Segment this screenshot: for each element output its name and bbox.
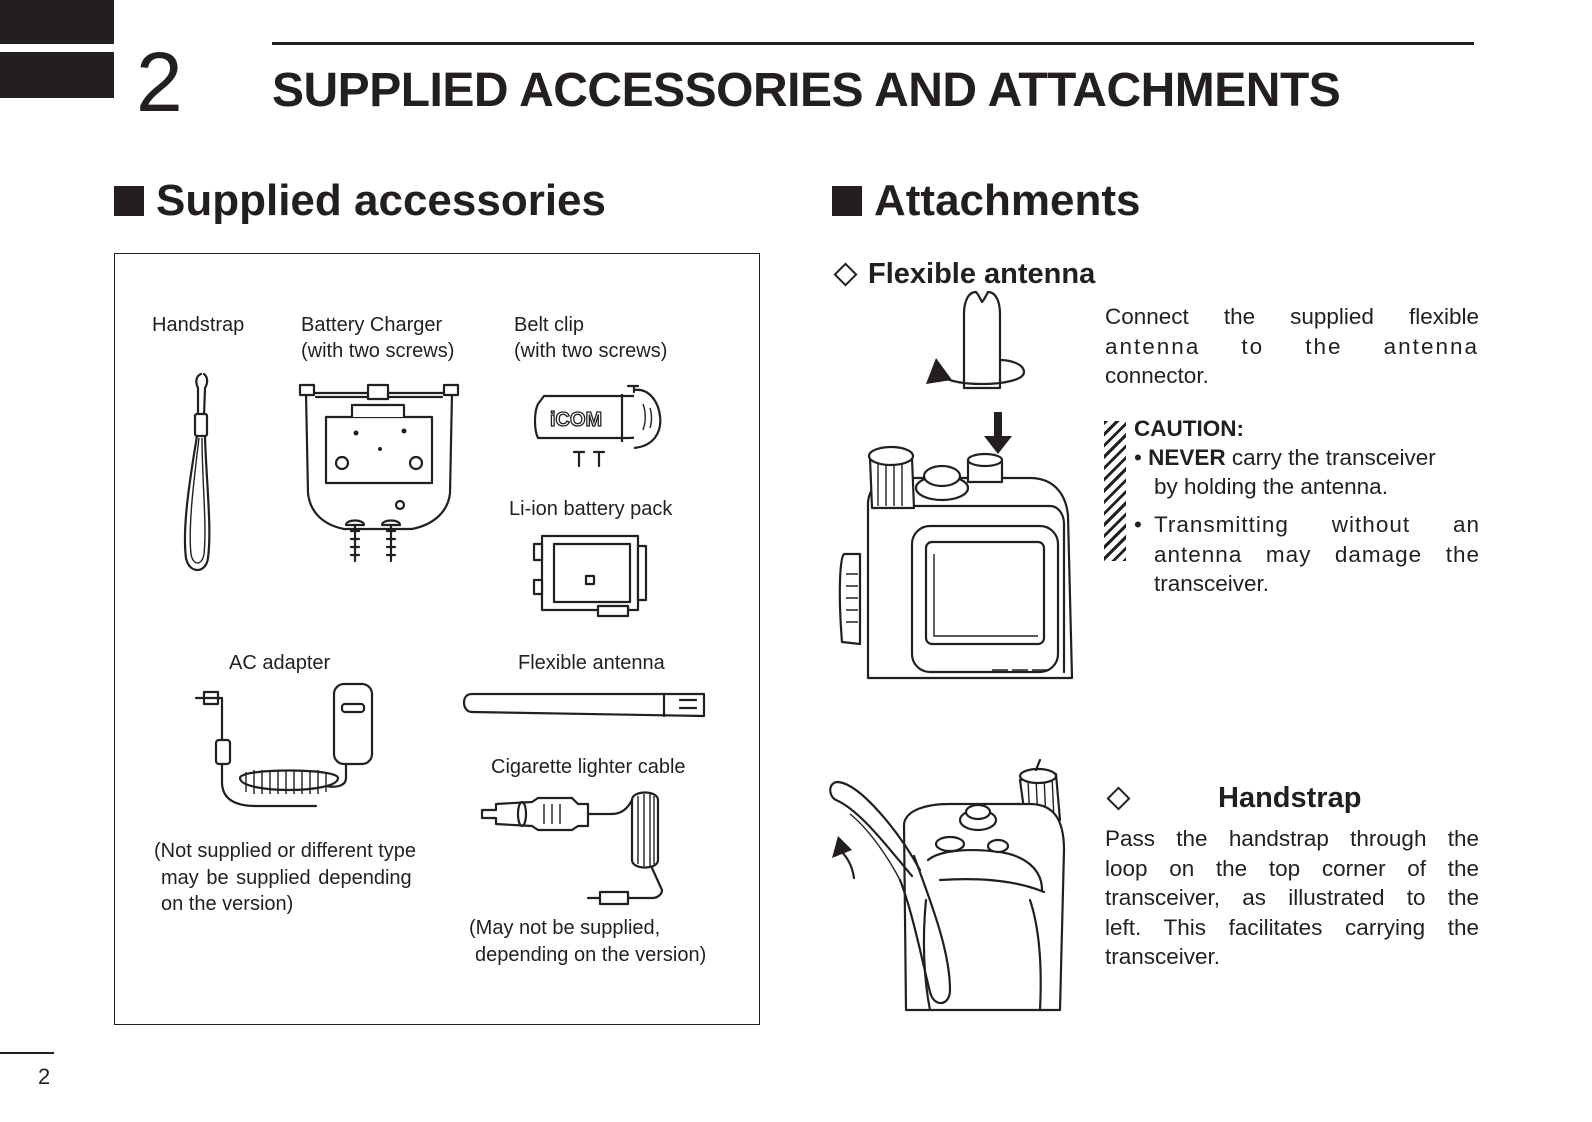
caution-hatch-bar — [1104, 421, 1126, 561]
chapter-tab-upper — [0, 0, 114, 44]
label-cig-cable: Cigarette lighter cable — [491, 756, 686, 778]
charger-illustration — [300, 383, 470, 583]
antenna-text-line-1: Connect the supplied flexible — [1105, 304, 1479, 329]
ac-note-line-1: (Not supplied or different type — [154, 840, 417, 862]
cigarette-cable-illustration — [482, 790, 682, 910]
square-bullet-icon — [832, 186, 862, 216]
flexible-antenna-subheading-text: Flexible antenna — [868, 258, 1096, 290]
handstrap-text-line-3: transceiver, as illustrated to the — [1105, 885, 1479, 910]
handstrap-subheading — [1106, 790, 1141, 807]
caution-b2-line-3: transceiver. — [1154, 571, 1270, 596]
attachments-heading-text: Attachments — [874, 176, 1141, 225]
chapter-rule — [272, 42, 1474, 45]
bullet-dot-icon: • — [1134, 512, 1142, 537]
page-number: 2 — [38, 1064, 51, 1089]
chapter-tab-lower — [0, 52, 114, 98]
label-beltclip-2: (with two screws) — [514, 340, 668, 362]
caution-bullet-1 — [1134, 443, 1480, 473]
diamond-bullet-icon — [833, 262, 857, 286]
diamond-bullet-icon — [1106, 786, 1130, 810]
supplied-heading — [114, 176, 606, 226]
transceiver-antenna-illustration — [840, 292, 1090, 687]
caution-bullet-2 — [1154, 510, 1480, 599]
footer-rule — [0, 1052, 54, 1054]
antenna-illustration — [464, 690, 714, 720]
battery-pack-illustration — [534, 530, 654, 620]
chapter-number: 2 — [136, 35, 183, 129]
chapter-title: SUPPLIED ACCESSORIES AND ATTACHMENTS — [272, 64, 1341, 117]
label-charger-1: Battery Charger — [301, 314, 443, 336]
flexible-antenna-subheading — [833, 258, 1095, 291]
bullet-dot-icon: • — [1134, 445, 1149, 470]
label-ac-adapter: AC adapter — [229, 652, 331, 674]
label-antenna: Flexible antenna — [518, 652, 665, 674]
handstrap-text-line-5: transceiver. — [1105, 944, 1221, 969]
ac-note-line-2: may be supplied depending — [161, 867, 412, 889]
caution-b1-line2: by holding the antenna. — [1154, 474, 1388, 499]
attachments-heading — [832, 176, 1141, 226]
transceiver-handstrap-illustration — [830, 760, 1080, 1010]
square-bullet-icon — [114, 186, 144, 216]
label-battery: Li-ion battery pack — [509, 498, 673, 520]
label-handstrap: Handstrap — [152, 314, 245, 336]
antenna-text-line-3: connector. — [1105, 363, 1209, 388]
caution-never: NEVER — [1148, 445, 1226, 470]
handstrap-illustration — [180, 368, 240, 578]
handstrap-text-line-4: left. This facilitates carrying the — [1105, 914, 1479, 940]
handstrap-text-line-2: loop on the top corner of the — [1105, 855, 1479, 881]
handstrap-text — [1105, 824, 1479, 972]
antenna-text-line-2: antenna to the antenna — [1105, 333, 1479, 359]
label-charger-2: (with two screws) — [301, 340, 455, 362]
caution-b2-line-1: Transmitting without an — [1154, 512, 1480, 537]
ac-note-line-3: on the version) — [161, 893, 294, 915]
clip-logo-text: iCOM — [550, 409, 603, 431]
label-beltclip-1: Belt clip — [514, 314, 585, 336]
supplied-heading-text: Supplied accessories — [156, 176, 606, 225]
caution-title: CAUTION: — [1134, 416, 1244, 441]
flexible-antenna-text — [1105, 302, 1479, 391]
belt-clip-illustration — [530, 382, 670, 472]
ac-adapter-illustration — [196, 682, 386, 822]
handstrap-text-line-1: Pass the handstrap through the — [1105, 826, 1479, 851]
handstrap-subheading-text: Handstrap — [1218, 782, 1362, 814]
cig-note-line-1: (May not be supplied, — [469, 917, 661, 939]
cig-note-line-2: depending on the version) — [475, 944, 707, 966]
caution-b2-line-2: antenna may damage the — [1154, 541, 1480, 567]
caution-b1-rest: carry the transceiver — [1225, 445, 1436, 470]
